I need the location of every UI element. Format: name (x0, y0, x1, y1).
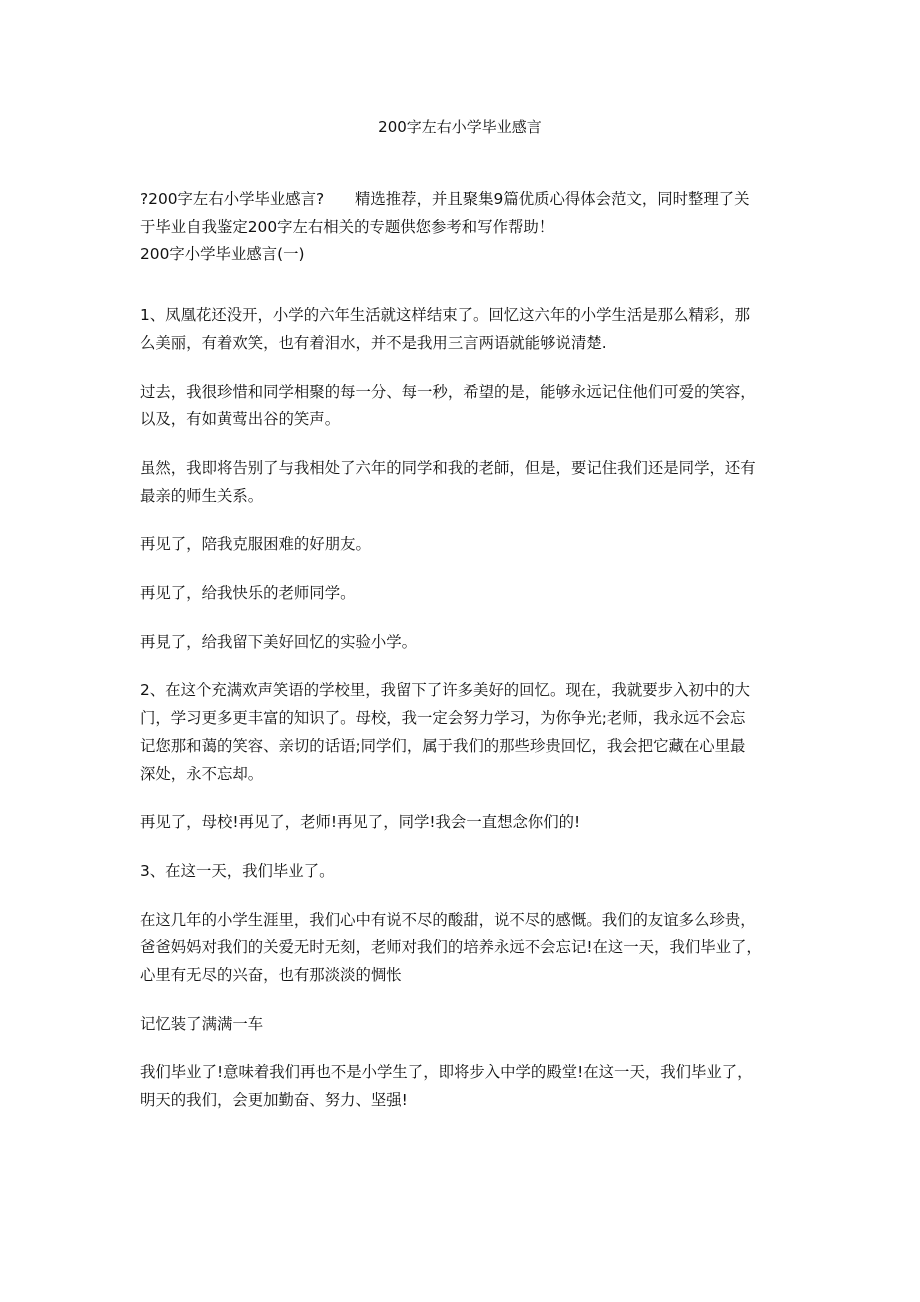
text-line: 再见了，陪我克服困难的好朋友。 (140, 535, 371, 554)
text-line: 1、凤凰花还没开，小学的六年生活就这样结束了。回忆这六年的小学生活是那么精彩，那 (140, 306, 751, 325)
paragraph (140, 186, 790, 241)
paragraph (140, 677, 790, 788)
paragraph (140, 580, 790, 608)
paragraph (140, 302, 790, 357)
text-line: 在这几年的小学生涯里，我们心中有说不尽的酸甜，说不尽的感慨。我们的友谊多么珍贵， (140, 910, 756, 929)
paragraph (140, 531, 790, 559)
paragraph (140, 241, 790, 269)
text-line: 再見了，给我留下美好回忆的实验小学。 (140, 632, 418, 651)
text-line: 最亲的师生关系。 (140, 486, 264, 505)
text-line: 虽然，我即将告别了与我相处了六年的同学和我的老師，但是，要记住我们还是同学，还有 (140, 458, 756, 477)
text-line: 明天的我们，会更加勤奋、努力、坚强! (140, 1091, 408, 1110)
paragraph (140, 629, 790, 657)
text-line: 3、在这一天，我们毕业了。 (140, 861, 335, 880)
paragraph (140, 1059, 790, 1114)
text-line: 心里有无尽的兴奋，也有那淡淡的惆怅 (140, 966, 402, 985)
text-line: ?200字左右小学毕业感言? 精选推荐，并且聚集9篇优质心得体会范文，同时整理了关 (140, 190, 750, 208)
document-title: 200字左右小学毕业感言 (378, 118, 542, 136)
text-line: 我们毕业了!意味着我们再也不是小学生了，即将步入中学的殿堂!在这一天，我们毕业了， (140, 1063, 753, 1082)
text-line: 再见了，给我快乐的老师同学。 (140, 584, 356, 603)
text-line: 200字小学毕业感言(一) (140, 245, 305, 264)
text-line: 过去，我很珍惜和同学相聚的每一分、每一秒，希望的是，能够永远记住他们可爱的笑容， (140, 382, 756, 401)
text-line: 深处，永不忘却。 (140, 764, 264, 783)
paragraph (140, 809, 790, 837)
text-line: 再见了，母校!再见了，老师!再见了，同学!我会一直想念你们的! (140, 813, 581, 832)
text-line: 2、在这个充满欢声笑语的学校里，我留下了许多美好的回忆。现在，我就要步入初中的大 (140, 681, 751, 700)
text-line: 门，学习更多更丰富的知识了。母校，我一定会努力学习，为你争光;老师，我永远不会忘 (140, 709, 746, 728)
text-line: 记忆装了满满一车 (140, 1014, 264, 1033)
paragraph (140, 455, 790, 510)
paragraph (140, 907, 790, 990)
document-body (140, 186, 790, 1136)
text-line: 么美丽，有着欢笑，也有着泪水，并不是我用三言两语就能够说清楚. (140, 333, 607, 352)
text-line: 于毕业自我鉴定200字左右相关的专题供您参考和写作帮助！ (140, 217, 555, 236)
paragraph (140, 379, 790, 434)
text-line: 以及，有如黄莺出谷的笑声。 (140, 410, 341, 429)
text-line: 爸爸妈妈对我们的关爱无时无刻，老师对我们的培养永远不会忘记!在这一天，我们毕业了， (140, 938, 762, 957)
paragraph (140, 1011, 790, 1039)
text-line: 记您那和蔼的笑容、亲切的话语;同学们，属于我们的那些珍贵回忆，我会把它藏在心里最 (140, 736, 746, 755)
paragraph (140, 858, 790, 886)
